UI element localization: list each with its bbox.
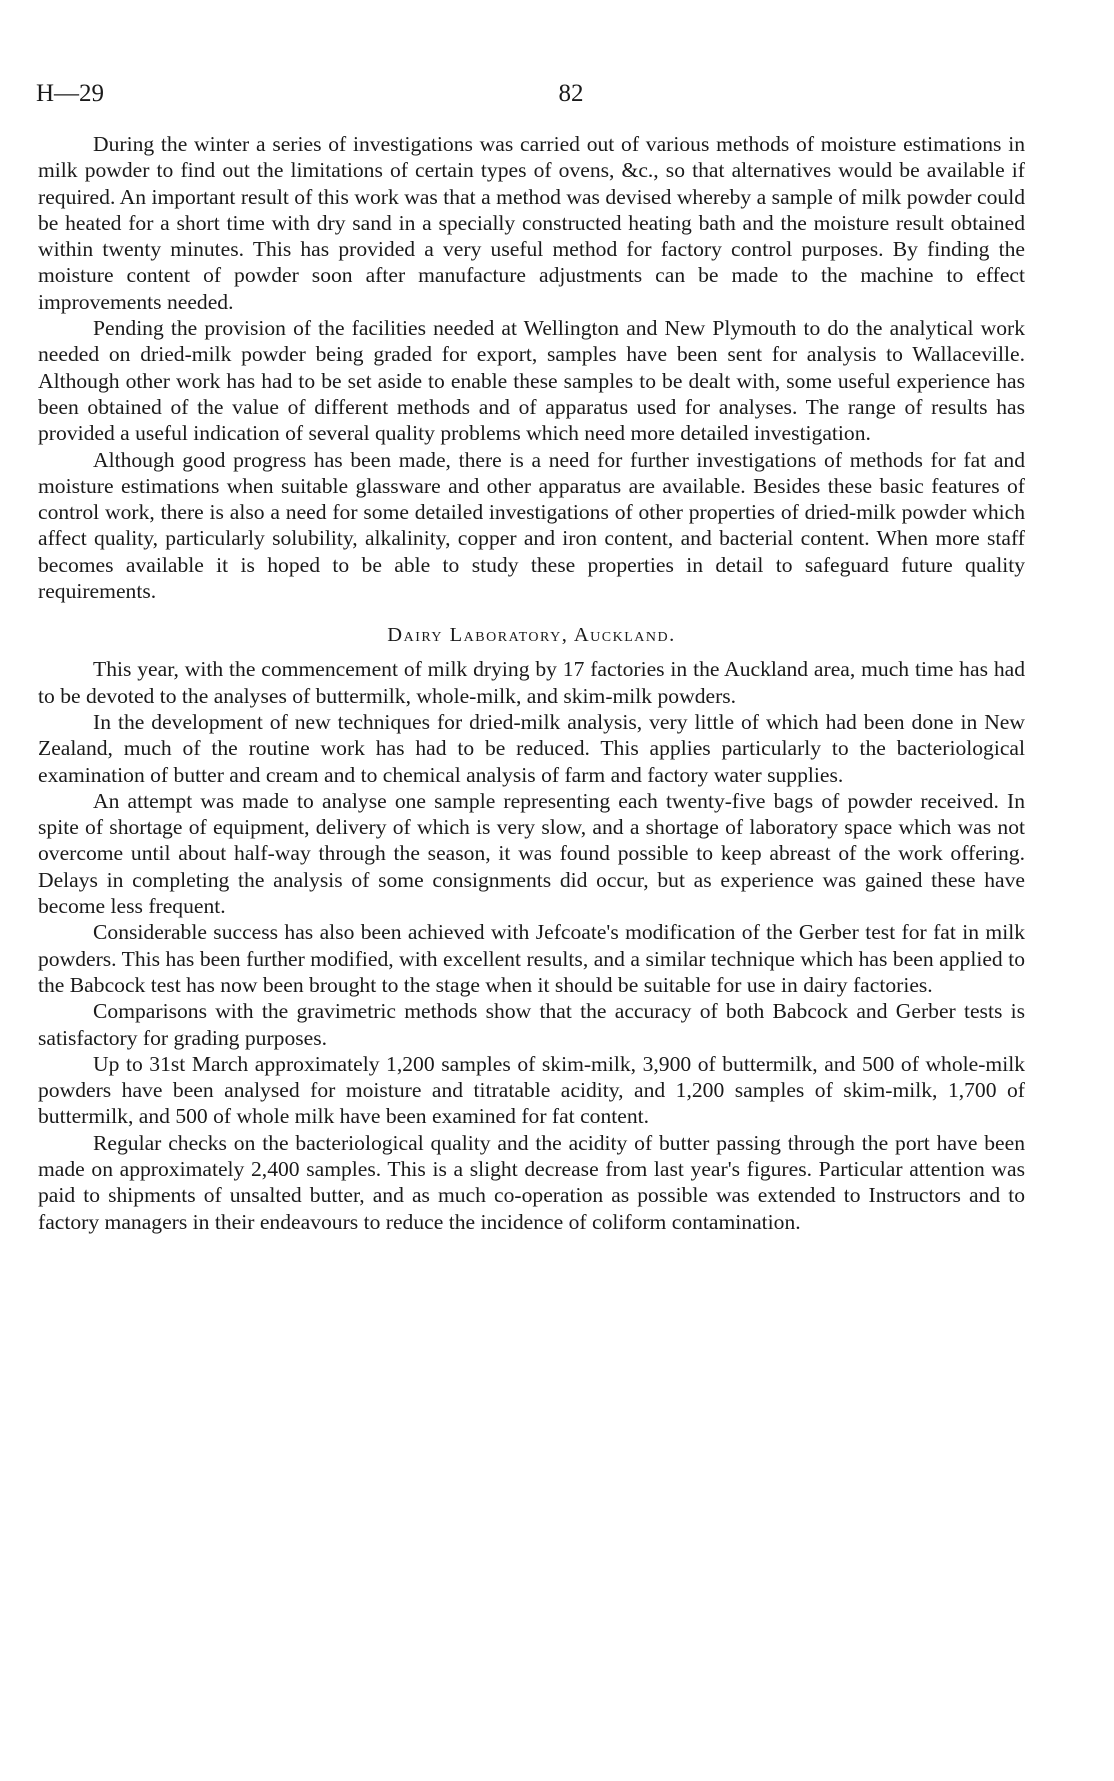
document-reference: H—29 [36,80,105,107]
page-header [36,74,1036,114]
section-heading: Dairy Laboratory, Auckland. [387,624,676,647]
page-number: 82 [558,80,584,107]
paragraph: This year, with the commencement of milk drying by 17 factories in the Auckland area, much time has had to be devoted to the analyses of buttermilk, whole-milk, and skim-milk powders. [38,657,1025,708]
paragraph: Comparisons with the gravimetric methods show that the accuracy of both Babcock and Gerber tests is satisfactory for grading purposes. [38,999,1025,1050]
body-text [38,131,1025,1235]
paragraph: Considerable success has also been achieved with Jefcoate's modification of the Gerber test for fat in milk powders. This has been further modified, with excellent results, and a similar technique which has been applied to the Babcock test has now been brought to the stage when it should be suitable for use in dairy factories. [38,920,1025,997]
paragraph: Pending the provision of the facilities needed at Wellington and New Plymouth to do the analytical work needed on dried-milk powder being graded for export, samples have been sent for analysis to Wallaceville. Although other work has had to be set aside to enable these samples to be dealt with, some useful experience has been obtained of the value of different methods and of apparatus used for analyses. The range of results has provided a useful indication of several quality problems which need more detailed investigation. [38,316,1025,446]
paragraph: In the development of new techniques for dried-milk analysis, very little of which had been done in New Zealand, much of the routine work has had to be reduced. This applies particularly to the bacteriological examination of butter and cream and to chemical analysis of farm and factory water supplies. [38,709,1025,787]
paragraph: Regular checks on the bacteriological quality and the acidity of butter passing through the port have been made on approximately 2,400 samples. This is a slight decrease from last year's figures. Particular attention was paid to shipments of unsalted butter, and as much co-operation as possible was extended to Instructors and to factory managers in their endeavours to reduce the incidence of coliform contamination. [38,1130,1025,1234]
paragraph: Up to 31st March approximately 1,200 samples of skim-milk, 3,900 of buttermilk, and 500 of whole-milk powders have been analysed for moisture and titratable acidity, and 1,200 samples of skim-milk, 1,700 of buttermilk, and 500 of whole milk have been examined for fat content. [38,1051,1025,1129]
paragraph: During the winter a series of investigations was carried out of various methods of moisture estimations in milk powder to find out the limitations of certain types of ovens, &c., so that alternatives would be available if required. An important result of this work was that a method was devised whereby a sample of milk powder could be heated for a short time with dry sand in a specially constructed heating bath and the moisture result obtained within twenty minutes. This has provided a very useful method for factory control purposes. By finding the moisture content of powder soon after manufacture adjustments can be made to the machine to effect improvements needed. [38,132,1025,314]
paragraph: Although good progress has been made, there is a need for further investigations of methods for fat and moisture estimations when suitable glassware and other apparatus are available. Besides these basic features of control work, there is also a need for some detailed investigations of other properties of dried-milk powder which affect quality, particularly solubility, alkalinity, copper and iron content, and bacterial content. When more staff becomes available it is hoped to be able to study these properties in detail to safeguard future quality requirements. [38,447,1025,604]
paragraph: An attempt was made to analyse one sample representing each twenty-five bags of powder received. In spite of shortage of equipment, delivery of which is very slow, and a shortage of laboratory space which was not overcome until about half-way through the season, it was found possible to keep abreast of the work offering. Delays in completing the analysis of some consignments did occur, but as experience was gained these have become less frequent. [38,788,1025,919]
